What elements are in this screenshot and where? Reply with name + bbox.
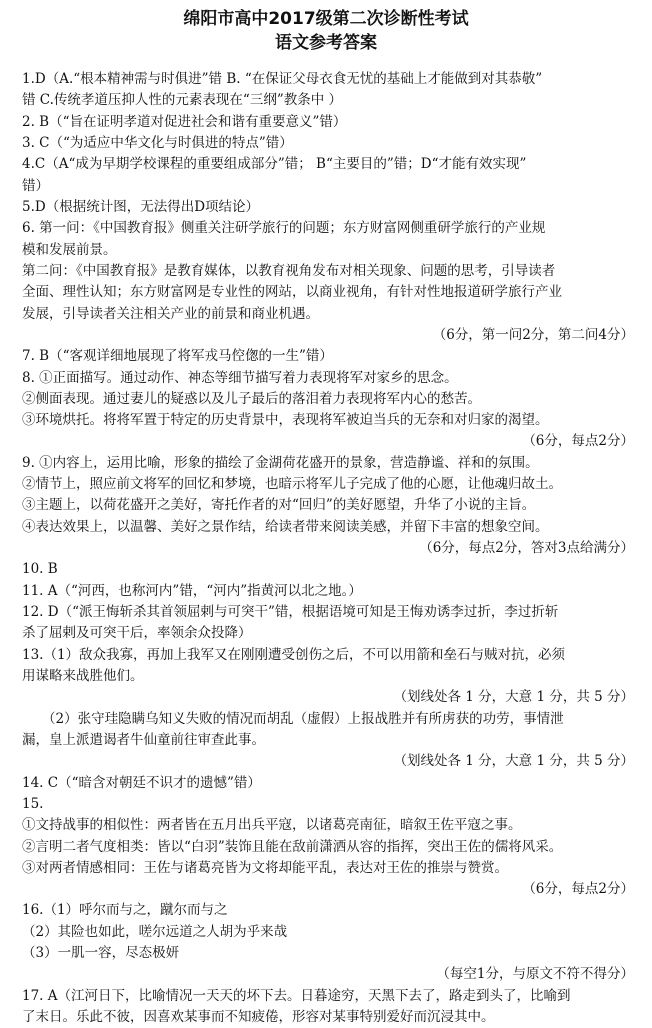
answer-line: 模和发展前景。 [22, 241, 117, 258]
answer-line: 8. ①正面描写。通过动作、神态等细节描写着力表现将军对家乡的思念。 [22, 369, 458, 386]
answer-line: 15. [22, 795, 44, 812]
page-subtitle: 语文参考答案 [275, 33, 377, 53]
answer-line: ②情节上，照应前文将军的回忆和梦境，也暗示将军儿子完成了他的心愿，让他魂归故土。 [22, 476, 562, 492]
answer-line: 4.C（A“成为早期学校课程的重要组成部分”错； B“主要目的”错；D“才能有效实现” [22, 156, 527, 173]
answer-line: ①文持战事的相似性：两者皆在五月出兵平寇，以诸葛亮南征，暗叙王佐平寇之事。 [22, 817, 522, 834]
answer-line: 用谋略来战胜他们。 [22, 667, 144, 684]
answer-line: （3）一肌一容，尽态极妍 [22, 945, 180, 961]
answer-line: 7. B（“客观详细地展现了将军戎马倥偬的一生”错） [22, 348, 333, 365]
answer-line: 16.（1）呼尔而与之，蹴尔而与之 [22, 902, 228, 919]
answer-line: 10. B [22, 561, 58, 578]
answer-line: 发展，引导读者关注相关产业的前景和商业机遇。 [22, 305, 319, 322]
score-note: （6分，每点2分，答对3点给满分） [419, 540, 634, 556]
score-note: （划线处各 1 分，大意 1 分，共 5 分） [393, 689, 634, 706]
answer-line: 全面、理性认知；东方财富网是专业性的网站，以商业视角，有针对性地报道研学旅行产业 [22, 284, 562, 301]
answer-line: 9. ①内容上，运用比喻，形象的描绘了金湖荷花盛开的景象，营造静谧、祥和的氛围。 [22, 454, 539, 471]
answer-line: （2）其险也如此，嗟尔远道之人胡为乎来哉 [22, 923, 288, 940]
answer-line: ③主题上，以荷花盛开之美好，寄托作者的对“回归”的美好愿望，升华了小说的主旨。 [22, 497, 536, 514]
answer-line: 11. A（“河西，也称河内”错，“河内”指黄河以北之地。） [22, 582, 362, 599]
answer-line: 了末日。乐此不彼，因喜欢某事而不知疲倦，形容对某事特别爱好而沉浸其中。 [22, 1009, 495, 1025]
score-note: （6分，每点2分） [522, 433, 634, 450]
answer-line: 错 C.传统孝道压抑人性的元素表现在“三纲”教条中 ） [22, 92, 343, 109]
score-note: （划线处各 1 分，大意 1 分，共 5 分） [393, 753, 634, 770]
answer-line: 1.D（A.“根本精神需与时俱进”错 B. “在保证父母衣食无忧的基础上才能做到对其恭敬” [22, 71, 543, 87]
answer-line: 3. C（“为适应中华文化与时俱进的特点”错） [22, 135, 293, 151]
answer-line: 漏，皇上派遣谒者牛仙童前往审查此事。 [22, 731, 265, 748]
answer-line: 12. D（“派王悔斩杀其首领屈剌与可突干”错，根据语境可知是王悔劝诱李过折，李过折斩 [22, 604, 559, 620]
answer-line: 2. B（“旨在证明孝道对促进社会和谐有重要意义”错） [22, 113, 347, 130]
answer-line: ③对两者情感相同：王佐与诸葛亮皆为文将却能平乱，表达对王佐的推崇与赞赏。 [22, 859, 508, 876]
answer-line: 14. C（“暗含对朝廷不识才的遗憾”错） [22, 774, 261, 791]
score-note: （每空1分，与原文不符不得分） [436, 966, 634, 983]
answer-line: 6. 第一问：《中国教育报》侧重关注研学旅行的问题；东方财富网侧重研学旅行的产业规 [22, 220, 546, 237]
answer-line: ②侧面表现。通过妻儿的疑惑以及儿子最后的落泪着力表现将军内心的愁苦。 [22, 390, 481, 407]
answer-line: 5.D（根据统计图，无法得出D项结论） [22, 198, 260, 215]
answer-line: ③环境烘托。将将军置于特定的历史背景中，表现将军被迫当兵的无奈和对归家的渴望。 [22, 412, 549, 429]
answer-line: 第二问：《中国教育报》是教育媒体，以教育视角发布对相关现象、问题的思考，引导读者 [22, 262, 556, 279]
answer-line: 杀了屈剌及可突干后，率领余众投降） [22, 625, 252, 642]
score-note: （6分，每点2分） [522, 881, 634, 898]
answer-line: ②言明二者气度相类：皆以“白羽”装饰且能在敌前潇洒从容的指挥，突出王佐的儒将风采。 [22, 838, 563, 855]
answer-line: 17. A（江河日下，比喻情况一天天的坏下去。日暮途穷，天黑下去了，路走到头了，比喻到 [22, 987, 571, 1004]
answer-line: 错） [22, 177, 49, 194]
answer-line: ④表达效果上，以温馨、美好之景作结，给读者带来阅读美感，并留下丰富的想象空间。 [22, 518, 549, 535]
page-title: 绵阳市高中2017级第二次诊断性考试 [183, 9, 469, 29]
answer-line: 13.（1）敌众我寡，再加上我军又在刚刚遭受创伤之后，不可以用箭和垒石与贼对抗，必须 [22, 646, 566, 663]
score-note: （6分，第一问2分，第二问4分） [432, 326, 634, 343]
answer-line: （2）张守珪隐瞒乌知义失败的情况而胡乱（虚假）上报战胜并有所虏获的功劳，事情泄 [42, 710, 564, 727]
